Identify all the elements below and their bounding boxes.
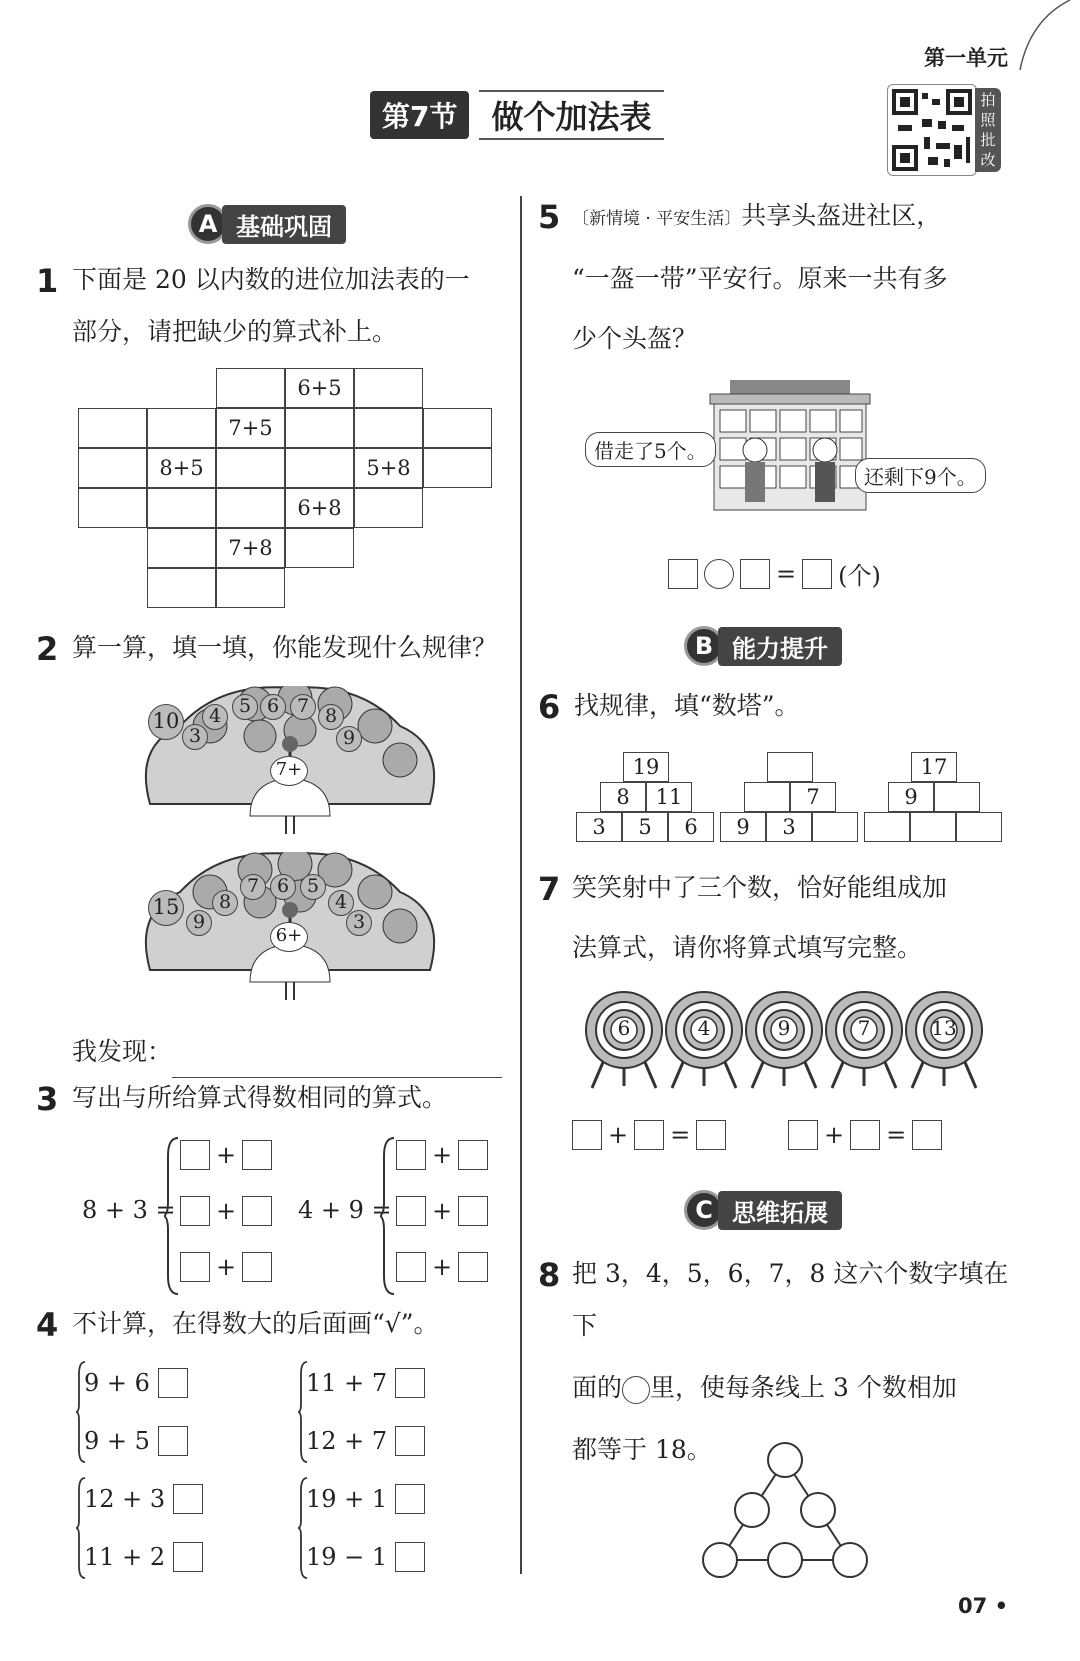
tower-cell[interactable]: [864, 812, 910, 842]
question-line: 下面是 20 以内数的进位加法表的一: [72, 265, 470, 294]
question-line: 把 3，4，5，6，7，8 这六个数字填在下: [572, 1259, 1009, 1340]
expression-slot: [396, 1140, 488, 1170]
lesson-name: 做个加法表: [479, 90, 663, 140]
peacock-number: 6: [260, 694, 286, 720]
check-box[interactable]: [395, 1368, 425, 1398]
section-letter: B: [684, 626, 724, 666]
given-expression: 8 + 3 =: [82, 1196, 176, 1224]
answer-box[interactable]: [242, 1196, 272, 1226]
answer-box[interactable]: [180, 1196, 210, 1226]
question-line: 笑笑射中了三个数，恰好能组成加: [572, 873, 948, 902]
question-number: 4: [36, 1306, 59, 1344]
tower-cell: 19: [623, 752, 669, 782]
check-box[interactable]: [158, 1368, 188, 1398]
expression: 11 + 2: [84, 1543, 166, 1571]
answer-box[interactable]: [242, 1252, 272, 1282]
table-cell[interactable]: [285, 528, 354, 568]
q5-equation: [668, 556, 881, 591]
table-cell[interactable]: [423, 448, 492, 488]
tower-cell: 17: [911, 752, 957, 782]
tower-cell: 7: [790, 782, 836, 812]
answer-box[interactable]: [458, 1140, 488, 1170]
peacock-number: 5: [300, 874, 326, 900]
equivalent-expressions: [80, 1132, 510, 1302]
answer-box[interactable]: [396, 1252, 426, 1282]
answer-box[interactable]: [696, 1120, 726, 1150]
target-number: 4: [697, 1016, 711, 1040]
section-c-header: [684, 1190, 842, 1230]
comparison-row: [306, 1470, 425, 1528]
question-line: 都等于 18。: [572, 1435, 712, 1464]
table-cell[interactable]: [216, 448, 285, 488]
triangle-circle[interactable]: [833, 1543, 867, 1577]
table-cell[interactable]: [423, 408, 492, 448]
peacock-number: 4: [202, 704, 228, 730]
peacock-2: [140, 852, 440, 1000]
helmet-cabinet-illustration: [700, 380, 880, 520]
speech-bubble-right: 还剩下9个。: [855, 458, 986, 493]
section-name: 基础巩固: [222, 205, 346, 244]
question-number: 1: [36, 262, 59, 300]
plus-sign: +: [608, 1121, 629, 1149]
table-cell[interactable]: [216, 368, 285, 408]
target-icon: [904, 990, 984, 1090]
comparison-groups: [76, 1354, 516, 1584]
question-line: “一盔一带”平安行。原来一共有多: [572, 264, 948, 293]
section-b-header: [684, 626, 842, 666]
triangle-circle[interactable]: [768, 1443, 802, 1477]
comparison-row: [306, 1412, 425, 1470]
column-divider: [520, 196, 522, 1574]
peacock-number: 15: [148, 890, 184, 926]
answer-box[interactable]: [850, 1120, 880, 1150]
peacock-number: 9: [336, 726, 362, 752]
expression: 12 + 3: [84, 1485, 166, 1513]
question-number: 2: [36, 630, 59, 668]
table-cell[interactable]: [78, 448, 147, 488]
plus-sign: +: [432, 1253, 453, 1281]
comparison-row: [84, 1470, 203, 1528]
peacock-number: 3: [346, 910, 372, 936]
unit-label: (个): [838, 562, 881, 590]
tower-cell: 5: [622, 812, 668, 842]
number-tower-3: [864, 752, 1004, 848]
target: [824, 990, 904, 1090]
peacock-number: 6: [270, 874, 296, 900]
expression: 11 + 7: [306, 1369, 388, 1397]
table-cell[interactable]: [147, 528, 216, 568]
question-number: 8: [538, 1256, 561, 1294]
plus-sign: +: [216, 1141, 237, 1169]
number-tower-2: [720, 752, 860, 848]
question-text: 写出与所给算式得数相同的算式。: [72, 1083, 448, 1112]
plus-sign: +: [824, 1121, 845, 1149]
section-name: 思维拓展: [718, 1191, 842, 1230]
qr-tab-char: 改: [980, 151, 996, 169]
target-icon: [824, 990, 904, 1090]
expression: 9 + 5: [84, 1427, 150, 1455]
table-cell: 8+5: [147, 448, 216, 488]
table-cell: 7+5: [216, 408, 285, 448]
tower-cell: 9: [720, 812, 766, 842]
answer-box[interactable]: [572, 1120, 602, 1150]
expression: 19 + 1: [306, 1485, 388, 1513]
table-cell[interactable]: [78, 408, 147, 448]
qr-tab-char: 批: [980, 131, 996, 149]
question-line: [572, 1362, 1012, 1414]
tower-cell: 11: [646, 782, 692, 812]
comparison-row: [84, 1528, 203, 1586]
target-icon: [584, 990, 664, 1090]
section-name: 能力提升: [718, 627, 842, 666]
comparison-row: [84, 1354, 188, 1412]
check-box[interactable]: [173, 1542, 203, 1572]
tower-cell[interactable]: [934, 782, 980, 812]
lesson-tag: 第7节: [370, 91, 469, 139]
peacock-number: 3: [182, 724, 208, 750]
question-text: [572, 862, 1012, 974]
tower-cell[interactable]: [812, 812, 858, 842]
answer-box[interactable]: [458, 1196, 488, 1226]
answer-box[interactable]: [396, 1140, 426, 1170]
comparison-row: [84, 1412, 188, 1470]
table-cell[interactable]: [285, 448, 354, 488]
triangle-circle[interactable]: [801, 1493, 835, 1527]
question-line: 部分，请把缺少的算式补上。: [72, 317, 398, 346]
operator-circle[interactable]: [704, 559, 734, 589]
target-icon: [744, 990, 824, 1090]
question-text: [572, 190, 1012, 365]
section-a-header: [188, 204, 346, 244]
brace-icon: [164, 1136, 180, 1296]
target-icon: [664, 990, 744, 1090]
peacock-number: 8: [212, 890, 238, 916]
speech-bubble-left: 借走了5个。: [585, 432, 716, 467]
lesson-title: [370, 92, 664, 138]
peacock-1: [140, 686, 440, 834]
expression: 19 − 1: [306, 1543, 388, 1571]
page-number: 07 •: [958, 1594, 1008, 1618]
check-box[interactable]: [158, 1426, 188, 1456]
question-number: 6: [538, 688, 561, 726]
target: [584, 990, 664, 1090]
target: [744, 990, 824, 1090]
q7-equation-1: [572, 1120, 726, 1150]
table-cell[interactable]: [147, 488, 216, 528]
check-box[interactable]: [173, 1484, 203, 1514]
answer-box[interactable]: [668, 559, 698, 589]
triangle-circle[interactable]: [768, 1543, 802, 1577]
tower-cell[interactable]: [767, 752, 813, 782]
number-tower-1: [576, 752, 716, 848]
table-cell[interactable]: [354, 488, 423, 528]
question-text: 找规律，填“数塔”。: [574, 691, 800, 720]
table-cell[interactable]: [216, 488, 285, 528]
number-triangle: [700, 1440, 870, 1580]
answer-box[interactable]: [458, 1252, 488, 1282]
question-fragment: 共享头盔进社区，: [741, 201, 942, 230]
question-line: 少个头盔？: [572, 324, 698, 353]
plus-sign: +: [432, 1141, 453, 1169]
triangle-circle[interactable]: [703, 1543, 737, 1577]
answer-box[interactable]: [242, 1140, 272, 1170]
check-box[interactable]: [395, 1426, 425, 1456]
answer-box[interactable]: [396, 1196, 426, 1226]
expression: 12 + 7: [306, 1427, 388, 1455]
peacock-number: 8: [318, 704, 344, 730]
circle-symbol: [622, 1376, 650, 1404]
section-letter: C: [684, 1190, 724, 1230]
question-fragment: 里，使每条线上 3 个数相加: [650, 1373, 957, 1402]
qr-tab-char: 拍: [980, 91, 996, 109]
table-cell[interactable]: [78, 488, 147, 528]
answer-box[interactable]: [740, 559, 770, 589]
table-cell[interactable]: [354, 368, 423, 408]
qr-tab-char: 照: [980, 111, 996, 129]
target: [664, 990, 744, 1090]
peacock-number: 10: [148, 704, 184, 740]
check-box[interactable]: [395, 1484, 425, 1514]
section-letter: A: [188, 204, 228, 244]
answer-box[interactable]: [180, 1140, 210, 1170]
page-corner-decoration: [1010, 0, 1080, 70]
given-expression: 4 + 9 =: [298, 1196, 392, 1224]
tower-cell: 3: [576, 812, 622, 842]
check-box[interactable]: [395, 1542, 425, 1572]
table-cell[interactable]: [147, 568, 216, 608]
target-number: 6: [617, 1016, 631, 1040]
triangle-circle[interactable]: [735, 1493, 769, 1527]
tower-cell[interactable]: [910, 812, 956, 842]
expression-slot: [180, 1140, 272, 1170]
question-number: 3: [36, 1080, 59, 1118]
table-cell: 6+5: [285, 368, 354, 408]
tower-cell: 6: [668, 812, 714, 842]
comparison-row: [306, 1354, 425, 1412]
tower-cell: 9: [888, 782, 934, 812]
answer-box[interactable]: [912, 1120, 942, 1150]
plus-sign: +: [432, 1197, 453, 1225]
question-text: [72, 254, 512, 358]
expression-slot: [180, 1196, 272, 1226]
peacock-number: 7: [240, 874, 266, 900]
table-cell: 5+8: [354, 448, 423, 488]
brace-icon: [380, 1136, 396, 1296]
tower-cell[interactable]: [744, 782, 790, 812]
question-fragment: 面的: [572, 1373, 623, 1402]
tower-cell[interactable]: [956, 812, 1002, 842]
table-cell: 7+8: [216, 528, 285, 568]
answer-box[interactable]: [634, 1120, 664, 1150]
question-text: 不计算，在得数大的后面画“√”。: [72, 1309, 439, 1338]
tower-cell: 8: [600, 782, 646, 812]
question-line: [572, 190, 1012, 245]
target-number: 7: [857, 1016, 871, 1040]
unit-label: 第一单元: [924, 46, 1008, 70]
qr-tab: [975, 88, 1001, 172]
answer-box[interactable]: [802, 559, 832, 589]
equals-sign: =: [776, 559, 797, 588]
table-cell[interactable]: [147, 408, 216, 448]
question-text: 算一算，填一填，你能发现什么规律？: [72, 633, 498, 662]
qr-code[interactable]: [887, 84, 977, 176]
expression-slot: [396, 1252, 488, 1282]
answer-box[interactable]: [788, 1120, 818, 1150]
tower-cell: 3: [766, 812, 812, 842]
peacock-number: 9: [186, 910, 212, 936]
page-number-text: 07: [958, 1594, 988, 1618]
peacock-center: 7+: [270, 756, 308, 786]
table-cell[interactable]: [285, 408, 354, 448]
equals-sign: =: [886, 1121, 907, 1149]
addition-table: [78, 368, 508, 618]
peacock-number: 4: [328, 890, 354, 916]
table-cell[interactable]: [216, 568, 285, 608]
plus-sign: +: [216, 1253, 237, 1281]
discover-label: 我发现：: [72, 1037, 173, 1066]
table-cell[interactable]: [354, 408, 423, 448]
target: [904, 990, 984, 1090]
question-number: 7: [538, 870, 561, 908]
question-line: 法算式，请你将算式填写完整。: [572, 933, 923, 962]
discover-row: [72, 1026, 502, 1078]
q7-equation-2: [788, 1120, 942, 1150]
expression-slot: [396, 1196, 488, 1226]
target-number: 9: [777, 1016, 791, 1040]
plus-sign: +: [216, 1197, 237, 1225]
comparison-row: [306, 1528, 425, 1586]
expression: 9 + 6: [84, 1369, 150, 1397]
table-cell: 6+8: [285, 488, 354, 528]
expression-slot: [180, 1252, 272, 1282]
answer-box[interactable]: [180, 1252, 210, 1282]
target-number: 13: [931, 1016, 957, 1040]
question-number: 5: [538, 198, 561, 236]
peacock-center: 6+: [270, 922, 308, 952]
targets-row: [584, 990, 1004, 1090]
peacock-number: 7: [290, 694, 316, 720]
peacock-number: 5: [232, 694, 258, 720]
equals-sign: =: [670, 1121, 691, 1149]
context-tag: 〔新情境 · 平安生活〕: [572, 209, 742, 229]
